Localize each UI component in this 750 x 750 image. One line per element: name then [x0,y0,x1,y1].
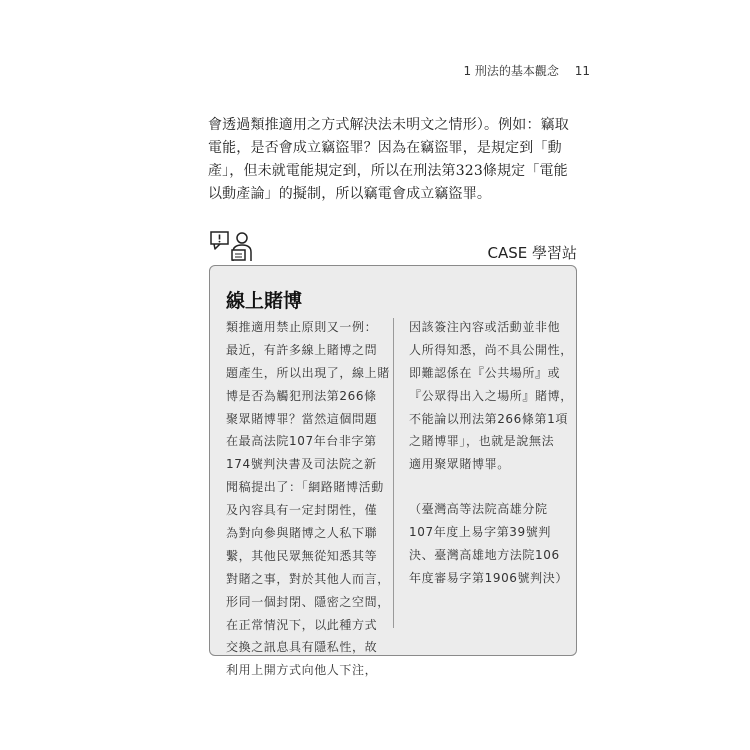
case-left-line: 在最高法院107年台非字第 [226,434,377,449]
running-header [440,62,590,80]
case-left-line: 類推適用禁止原則又一例： [226,320,378,334]
citation-line: 107年度上易字第39號判 [409,525,551,540]
body-line: 會透過類推適用之方式解決法未明文之情形）。例如：竊取 [208,117,569,133]
case-left-line: 及內容具有一定封閉性，僅 [226,503,378,518]
case-left-line: 174號判決書及司法院之新 [226,457,377,472]
case-right-line: 即難認係在『公共場所』或 [409,365,561,380]
case-left-line: 聞稿提出了：「網路賭博活動 [226,480,384,495]
page-number: 11 [574,64,590,78]
case-study-box [209,265,577,678]
case-right-column [409,316,573,590]
case-right-line: 人所得知悉，尚不具公開性， [409,342,573,357]
discussion-person-icon [210,230,254,264]
case-right-line: 『公眾得出入之場所』賭博， [409,388,573,403]
case-left-line: 題產生，所以出現了，線上賭 [226,365,390,380]
case-left-line: 對賭之事，對於其他人而言， [226,571,390,586]
chapter-title: 1 刑法的基本觀念 [463,64,559,78]
citation-line: 決、臺灣高雄地方法院106 [409,548,560,563]
case-right-line: 適用聚眾賭博罪。 [409,457,510,472]
case-citation [409,498,567,590]
case-right-line: 之賭博罪」，也就是說無法 [409,434,555,449]
case-right-line: 不能論以刑法第266條第1項 [409,411,568,426]
case-left-line: 博是否為觸犯刑法第266條 [226,388,377,403]
case-title: 線上賭博 [226,290,303,312]
case-left-line: 利用上開方式向他人下注， [226,663,378,678]
body-paragraph [208,114,593,206]
case-left-line: 交換之訊息具有隱私性，故 [226,640,378,655]
case-section-label: CASE 學習站 [487,244,577,262]
case-left-column [226,316,388,682]
case-left-line: 最近，有許多線上賭博之問 [226,342,378,357]
body-line: 電能，是否會成立竊盜罪？因為在竊盜罪，是規定到「動 [208,140,562,156]
case-left-line: 形同一個封閉、隱密之空間， [226,594,390,609]
citation-line: （臺灣高等法院高雄分院 [409,502,548,517]
case-left-line: 為對向參與賭博之人私下聯 [226,526,378,541]
case-left-line: 聚眾賭博罪？當然這個問題 [226,411,378,426]
body-line: 產」，但未就電能規定到，所以在刑法第323條規定「電能 [208,163,568,179]
body-line: 以動產論」的擬制，所以竊電會成立竊盜罪。 [208,186,491,202]
case-right-line: 因該簽注內容或活動並非他 [409,320,561,334]
column-divider [393,318,394,628]
case-left-line: 繫，其他民眾無從知悉其等 [226,548,378,563]
citation-line: 年度審易字第1906號判決） [409,570,568,585]
case-left-line: 在正常情況下，以此種方式 [226,617,378,632]
